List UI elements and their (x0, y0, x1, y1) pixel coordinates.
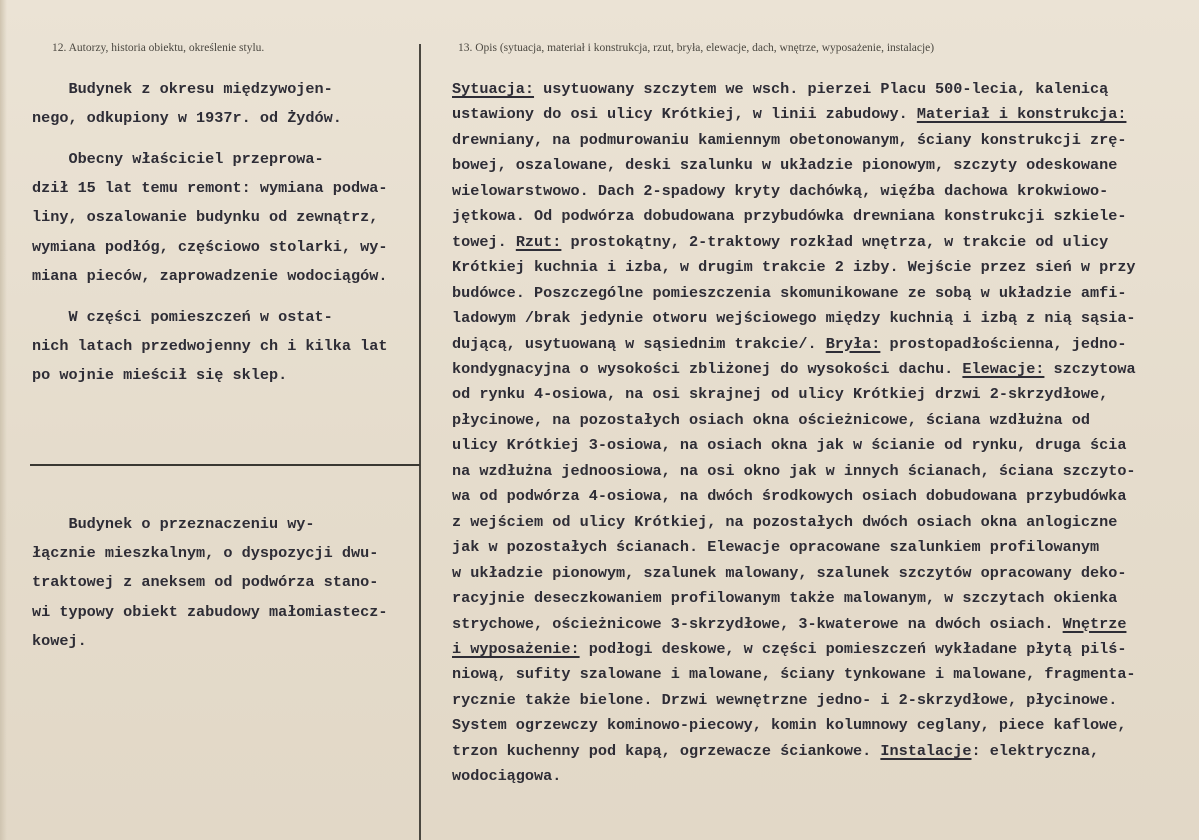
text-segment: System ogrzewczy kominowo-piecowy, komin kolumnowy ceglany, piece kaflowe, (452, 716, 1127, 735)
style-text (32, 510, 422, 656)
text-segment: ulicy Krótkiej 3-osiowa, na osiach okna jak w ścianie od rynku, druga ścia (452, 436, 1127, 455)
section-heading: Bryła: (825, 334, 881, 353)
text-line: nich latach przedwojenny ch i kilka lat (32, 336, 388, 355)
text-segment: szczytowa (1044, 359, 1136, 378)
text-segment: wodociągowa. (452, 767, 562, 786)
text-segment: na wzdłużna jednoosiowa, na osi okno jak w innych ścianach, ściana szczyto- (452, 461, 1136, 480)
text-segment: jak w pozostałych ścianach. Elewacje opracowane szalunkiem profilowanym (452, 538, 1100, 557)
paper-edge-shadow (0, 0, 7, 840)
text-segment: budówce. Poszczególne pomieszczenia skomunikowane ze sobą w układzie amfi- (452, 283, 1127, 302)
text-line: Obecny właściciel przeprowa- (32, 150, 324, 169)
text-line (452, 688, 1199, 713)
text-segment: prostokątny, 2-traktowy rozkład wnętrza, w trakcie od ulicy (561, 232, 1109, 251)
text-segment: usytuowany szczytem we wsch. pierzei Placu 500-lecia, kalenicą (534, 80, 1109, 98)
text-segment: niową, sufity szalowane i malowane, ściany tynkowane i malowane, fragmenta- (452, 665, 1136, 684)
text-line (452, 535, 1199, 560)
section-heading: Instalacje (880, 741, 972, 760)
left-section-divider (30, 464, 420, 466)
text-segment: płycinowe, na pozostałych osiach okna ościeżnicowe, ściana wzdłużna od (452, 410, 1090, 429)
text-line (452, 484, 1199, 509)
text-line (452, 637, 1199, 662)
text-line: miana pieców, zaprowadzenie wodociągów. (32, 266, 388, 285)
text-line (452, 459, 1199, 484)
text-line (452, 281, 1199, 306)
text-line: po wojnie mieścił się sklep. (32, 366, 288, 385)
text-line (452, 332, 1199, 357)
text-line: Budynek o przeznaczeniu wy- (32, 515, 315, 533)
text-line: wymiana podłóg, częściowo stolarki, wy- (32, 237, 388, 256)
text-line (452, 128, 1199, 153)
text-line (452, 357, 1199, 382)
text-segment: strychowe, ościeżnicowe 3-skrzydłowe, 3-kwaterowe na dwóch osiach. (452, 614, 1063, 633)
text-segment: ladowym /brak jedynie otworu wejściowego między kuchnią i izbą z nią sąsia- (452, 309, 1136, 328)
text-line (452, 77, 1199, 102)
text-segment: ustawiony do osi ulicy Krótkiej, w linii zabudowy. (452, 105, 917, 124)
text-segment: trzon kuchenny pod kapą, ogrzewacze ściankowe. (452, 741, 881, 760)
section-heading: Materiał i konstrukcja: (916, 105, 1127, 124)
text-line: liny, oszalowanie budynku od zewnątrz, (32, 208, 379, 227)
text-line (452, 612, 1199, 637)
section-heading: Rzut: (515, 232, 562, 251)
text-segment: kondygnacyjna o wysokości zbliżonej do wysokości dachu. (452, 359, 963, 378)
section-heading: Elewacje: (962, 359, 1045, 378)
history-text (32, 75, 422, 390)
text-segment: drewniany, na podmurowaniu kamiennym obetonowanym, ściany konstrukcji zrę- (452, 130, 1127, 149)
text-segment: dującą, usytuowaną w sąsiednim trakcie/. (452, 334, 826, 353)
text-line (452, 179, 1199, 204)
text-line: dził 15 lat temu remont: wymiana podwa- (32, 179, 388, 198)
section-heading: Sytuacja: (452, 80, 535, 98)
text-line: łącznie mieszkalnym, o dyspozycji dwu- (32, 544, 379, 563)
text-segment: racyjnie deseczkowaniem profilowanym także malowanym, w szczytach okienka (452, 589, 1118, 608)
text-line (452, 255, 1199, 280)
text-segment: rycznie także bielone. Drzwi wewnętrzne jedno- i 2-skrzydłowe, płycinowe. (452, 690, 1118, 709)
text-segment: wa od podwórza 4-osiowa, na dwóch środkowych osiach dobudowana przybudówka (452, 487, 1127, 506)
text-line: Budynek z okresu międzywojen- (32, 80, 333, 98)
text-line: wi typowy obiekt zabudowy małomiastecz- (32, 602, 388, 621)
text-segment: w układzie pionowym, szalunek malowany, szalunek szczytów opracowany deko- (452, 563, 1127, 582)
text-line (452, 561, 1199, 586)
section-heading: Wnętrze (1062, 614, 1127, 633)
text-line (452, 764, 1199, 789)
text-segment: prostopadłościenna, jedno- (880, 334, 1127, 353)
section-13-header: 13. Opis (sytuacja, materiał i konstrukcja, rzut, bryła, elewacje, dach, wnętrze, wyposażenie, instalacje) (458, 42, 935, 54)
text-line: kowej. (32, 631, 87, 650)
text-segment: jętkowa. Od podwórza dobudowana przybudówka drewniana konstrukcji szkiele- (452, 207, 1127, 226)
text-line (452, 230, 1199, 255)
text-segment: towej. (452, 232, 516, 251)
text-line (452, 306, 1199, 331)
text-line (452, 713, 1199, 738)
text-line: traktowej z aneksem od podwórza stano- (32, 573, 379, 592)
description-text (452, 77, 1199, 790)
text-line (452, 382, 1199, 407)
text-segment: od rynku 4-osiowa, na osi skrajnej od ulicy Krótkiej drzwi 2-skrzydłowe, (452, 385, 1109, 404)
text-segment: bowej, oszalowane, deski szalunku w układzie pionowym, szczyty odeskowane (452, 156, 1118, 175)
text-line (452, 433, 1199, 458)
section-heading: i wyposażenie: (452, 639, 580, 658)
text-line (452, 204, 1199, 229)
text-segment: wielowarstwowo. Dach 2-spadowy kryty dachówką, więźba dachowa krokwiowo- (452, 181, 1109, 200)
text-line: W części pomieszczeń w ostat- (32, 307, 333, 326)
text-line: nego, odkupiony w 1937r. od Żydów. (32, 109, 342, 128)
section-12-header: 12. Autorzy, historia obiektu, określenie stylu. (52, 42, 265, 54)
text-line (452, 586, 1199, 611)
text-line (452, 662, 1199, 687)
text-line (452, 408, 1199, 433)
text-segment: : elektryczna, (971, 741, 1100, 760)
text-segment: z wejściem od ulicy Krótkiej, na pozostałych dwóch osiach okna anlogiczne (452, 512, 1118, 531)
text-segment: Krótkiej kuchnia i izba, w drugim trakcie 2 izby. Wejście przez sień w przy (452, 258, 1136, 277)
text-segment: podłogi deskowe, w części pomieszczeń wykładane płytą pilś- (579, 639, 1127, 658)
text-line (452, 739, 1199, 764)
text-line (452, 102, 1199, 127)
text-line (452, 153, 1199, 178)
text-line (452, 510, 1199, 535)
